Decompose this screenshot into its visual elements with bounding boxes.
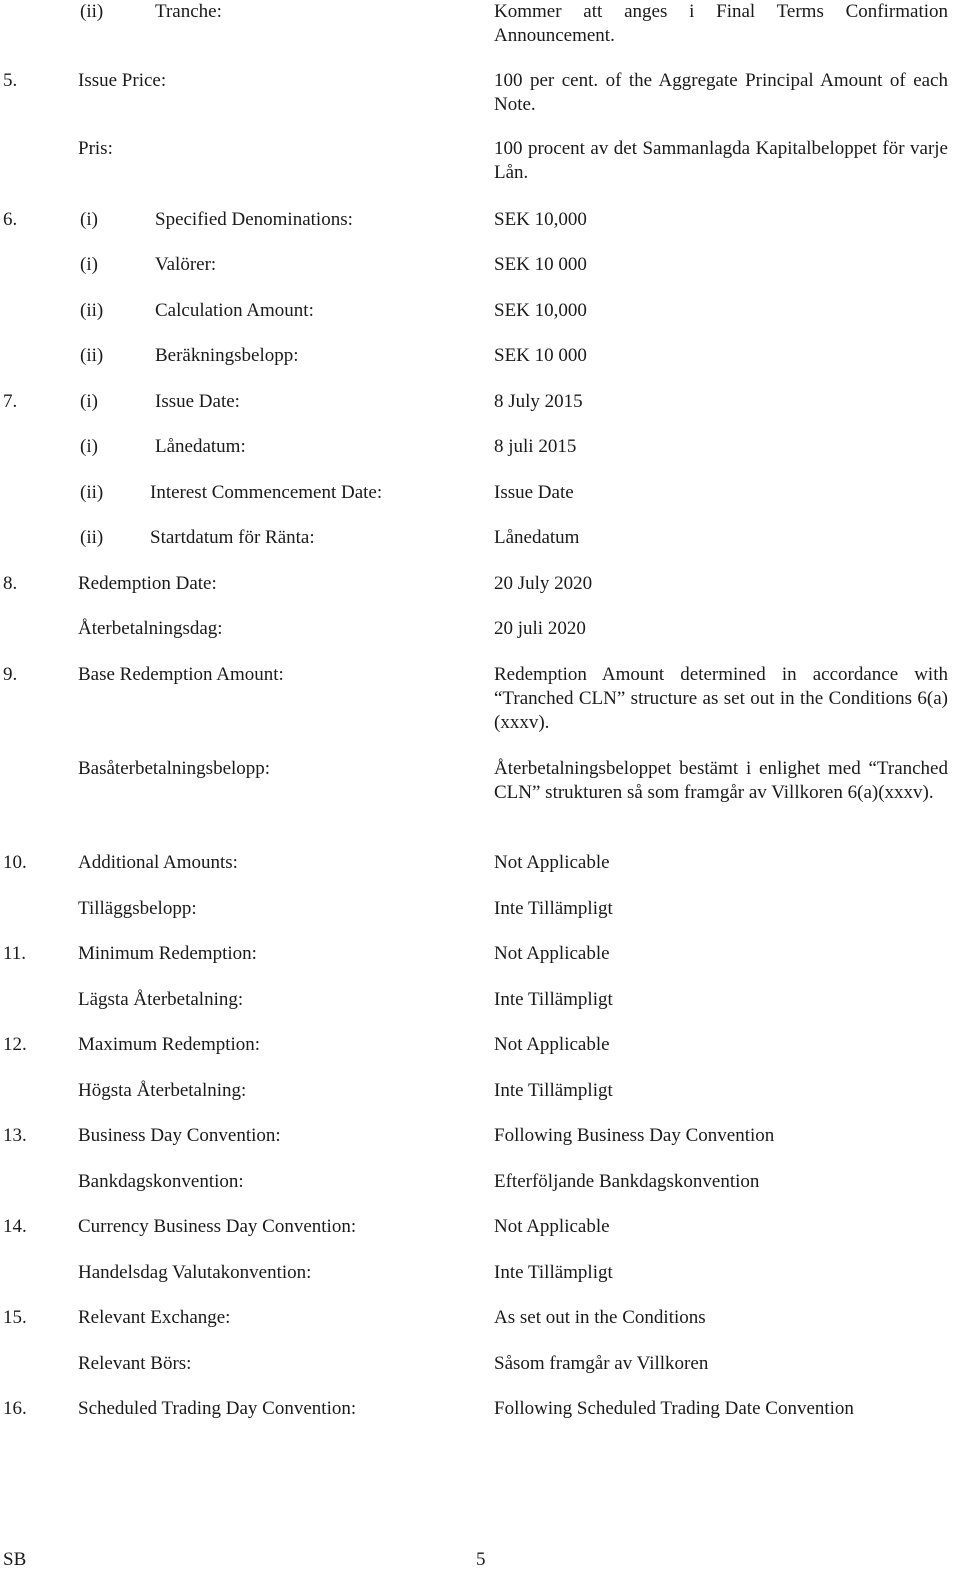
row-label: Base Redemption Amount: [78,664,284,685]
term-row-hogsta-aterbetalning [0,1079,960,1103]
row-label: Lånedatum: [155,436,246,457]
term-row-lanedatum [0,435,960,459]
term-row-business-day-convention [0,1124,960,1148]
row-label: Beräkningsbelopp: [155,345,299,366]
row-number: 10. [3,852,27,873]
footer-document-code: SB [3,1549,27,1570]
row-number: 14. [3,1216,27,1237]
row-subnumber: (ii) [80,345,104,366]
row-value: Issue Date [494,482,574,503]
term-row-maximum-redemption [0,1033,960,1057]
term-row-pris [0,137,960,183]
term-row-relevant-exchange [0,1306,960,1330]
term-row-scheduled-trading-day-convention [0,1397,960,1421]
term-row-additional-amounts [0,851,960,875]
row-label: Redemption Date: [78,573,217,594]
row-label: Business Day Convention: [78,1125,281,1146]
row-number: 16. [3,1398,27,1419]
row-number: 7. [3,391,18,412]
term-row-lagsta-aterbetalning [0,988,960,1012]
term-row-redemption-date [0,572,960,596]
row-value: Inte Tillämpligt [494,1262,613,1283]
row-value: SEK 10,000 [494,300,587,321]
row-number: 15. [3,1307,27,1328]
row-number: 11. [3,943,27,964]
row-value: SEK 10 000 [494,254,587,275]
row-label: Specified Denominations: [155,209,353,230]
row-number: 5. [3,70,18,91]
row-label: Calculation Amount: [155,300,314,321]
row-value: Following Business Day Convention [494,1125,775,1146]
page-number: 5 [476,1549,486,1570]
row-label: Issue Price: [78,70,167,91]
row-label: Handelsdag Valutakonvention: [78,1262,312,1283]
term-row-tillaggsbelopp [0,897,960,921]
row-subnumber: (ii) [80,300,104,321]
row-value: Återbetalningsbeloppet bestämt i enlighet med “Tranched CLN” strukturen så som framgår av Villkoren 6(a)(xxxv). [494,758,948,803]
row-value: 20 July 2020 [494,573,593,594]
row-value: Kommer att anges i Final Terms Confirmation Announcement. [494,1,948,46]
row-subnumber: (i) [80,436,98,457]
row-subnumber: (i) [80,391,98,412]
term-row-valorer [0,253,960,277]
row-subnumber: (ii) [80,482,104,503]
term-row-currency-business-day-convention [0,1215,960,1239]
row-subnumber: (i) [80,209,98,230]
term-row-startdatum-for-ranta [0,526,960,550]
row-number: 9. [3,664,18,685]
row-label: Startdatum för Ränta: [150,527,315,548]
term-row-basaterbetalningsbelopp [0,757,960,803]
row-label: Interest Commencement Date: [150,482,383,503]
row-value: Not Applicable [494,852,610,873]
term-row-aterbetalningsdag [0,617,960,641]
row-number: 8. [3,573,18,594]
row-label: Lägsta Återbetalning: [78,989,244,1010]
row-value: Not Applicable [494,1034,610,1055]
row-subnumber: (ii) [80,527,104,548]
row-label: Valörer: [155,254,217,275]
row-label: Currency Business Day Convention: [78,1216,357,1237]
row-number: 13. [3,1125,27,1146]
row-value: Efterföljande Bankdagskonvention [494,1171,760,1192]
row-label: Pris: [78,138,113,159]
term-row-issue-date [0,390,960,414]
row-label: Scheduled Trading Day Convention: [78,1398,357,1419]
row-value: Inte Tillämpligt [494,898,613,919]
row-number: 6. [3,209,18,230]
term-row-interest-commencement-date [0,481,960,505]
row-label: Bankdagskonvention: [78,1171,244,1192]
row-value: Lånedatum [494,527,580,548]
row-value: 8 juli 2015 [494,436,577,457]
row-value: Inte Tillämpligt [494,989,613,1010]
row-value: Not Applicable [494,1216,610,1237]
term-row-issue-price [0,69,960,115]
row-label: Tilläggsbelopp: [78,898,197,919]
row-label: Högsta Återbetalning: [78,1080,247,1101]
row-value: Inte Tillämpligt [494,1080,613,1101]
row-label: Minimum Redemption: [78,943,257,964]
row-value: Redemption Amount determined in accordance with “Tranched CLN” structure as set out in the Conditions 6(a)(xxxv). [494,664,948,733]
row-value: As set out in the Conditions [494,1307,706,1328]
row-value: 8 July 2015 [494,391,583,412]
term-row-handelsdag-valutakonvention [0,1261,960,1285]
row-subnumber: (i) [80,254,98,275]
row-number: 12. [3,1034,27,1055]
term-row-specified-denominations [0,208,960,232]
term-row-bankdagskonvention [0,1170,960,1194]
row-subnumber: (ii) [80,1,104,22]
row-label: Issue Date: [155,391,240,412]
row-label: Relevant Exchange: [78,1307,231,1328]
term-row-minimum-redemption [0,942,960,966]
row-label: Tranche: [155,1,222,22]
row-value: SEK 10 000 [494,345,587,366]
row-label: Basåterbetalningsbelopp: [78,758,271,779]
term-row-calculation-amount [0,299,960,323]
row-value: SEK 10,000 [494,209,587,230]
row-value: 100 per cent. of the Aggregate Principal Amount of each Note. [494,70,948,115]
row-label: Additional Amounts: [78,852,238,873]
row-value: Såsom framgår av Villkoren [494,1353,709,1374]
row-value: 20 juli 2020 [494,618,586,639]
row-value: Following Scheduled Trading Date Convention [494,1398,854,1419]
row-value: 100 procent av det Sammanlagda Kapitalbeloppet för varje Lån. [494,138,948,183]
row-label: Maximum Redemption: [78,1034,261,1055]
row-label: Relevant Börs: [78,1353,192,1374]
term-row-relevant-bors [0,1352,960,1376]
term-row-berakningsbelopp [0,344,960,368]
row-value: Not Applicable [494,943,610,964]
term-row-base-redemption-amount [0,663,960,733]
row-label: Återbetalningsdag: [78,618,223,639]
term-row-tranche [0,0,960,46]
